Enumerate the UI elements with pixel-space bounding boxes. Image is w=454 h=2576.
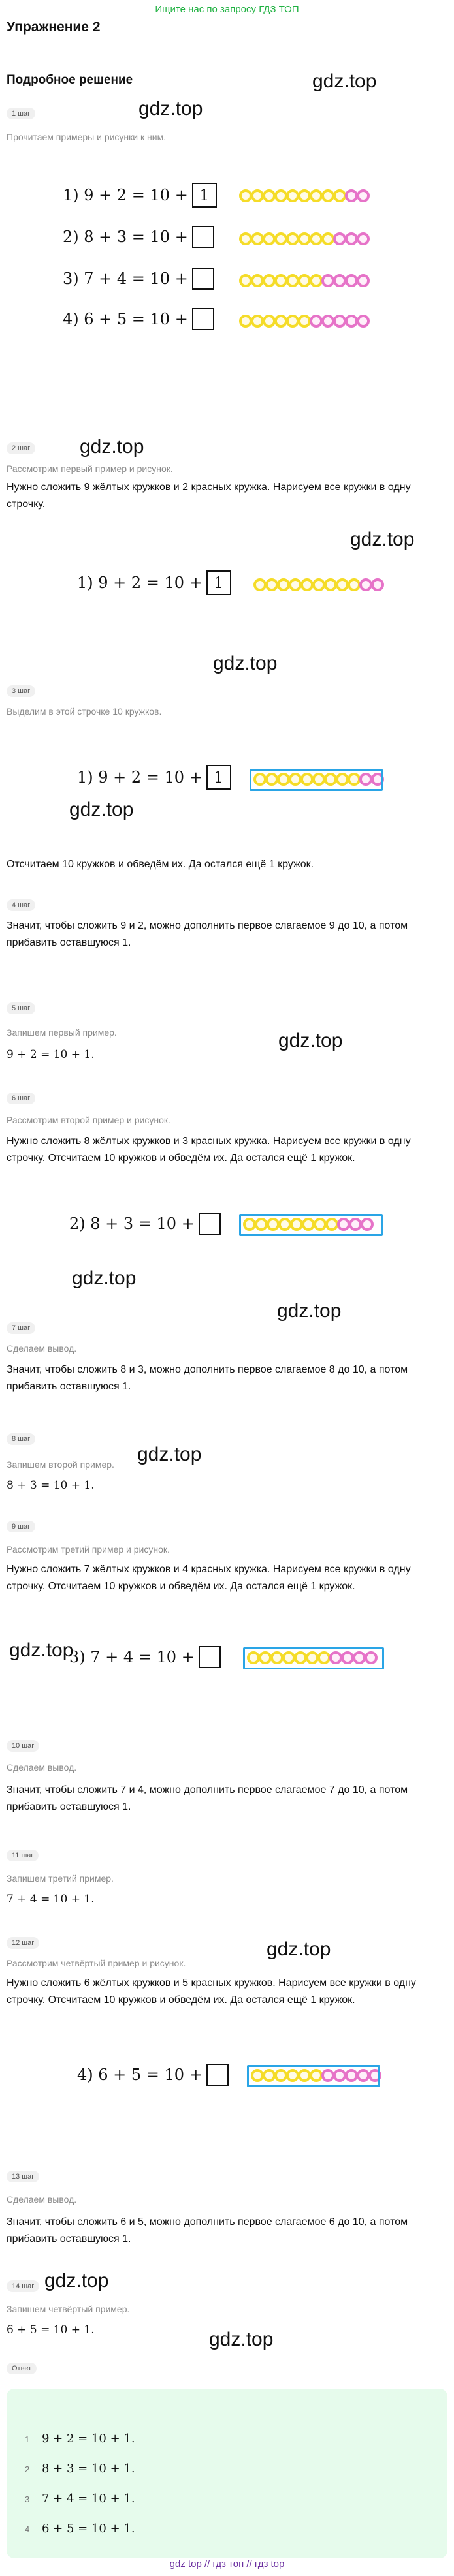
watermark: gdz.top bbox=[350, 529, 415, 550]
step-text: Нужно сложить 7 жёлтых кружков и 4 красных кружка. Нарисуем все кружки в одну строчку. Отсчитаем 10 кружков и обведём их. Да остался ещё 1 кружок. bbox=[7, 1564, 411, 1592]
watermark: gdz.top bbox=[278, 1030, 343, 1051]
yellow-bead bbox=[274, 274, 287, 287]
answer-panel bbox=[7, 2389, 447, 2558]
step-hint: Прочитаем примеры и рисунки к ним. bbox=[7, 132, 167, 142]
answer-number: 1 bbox=[25, 2434, 30, 2444]
pink-bead bbox=[345, 274, 358, 287]
pink-bead bbox=[333, 232, 346, 245]
footer-links[interactable]: gdz top // гдз топ // гдз top bbox=[169, 2558, 285, 2569]
yellow-bead bbox=[274, 189, 287, 202]
step-formula: 6 + 5 = 10 + 1. bbox=[7, 2323, 95, 2336]
answer-box: 1 bbox=[206, 765, 231, 790]
bead-row bbox=[253, 578, 383, 591]
answer-box: 1 bbox=[206, 570, 231, 595]
step-hint: Рассмотрим первый пример и рисунок. bbox=[7, 463, 173, 474]
watermark: gdz.top bbox=[312, 70, 377, 92]
ten-frame bbox=[239, 1214, 383, 1236]
pink-bead bbox=[321, 315, 334, 328]
yellow-bead bbox=[298, 315, 311, 328]
pink-bead bbox=[357, 274, 370, 287]
watermark: gdz.top bbox=[80, 436, 144, 458]
yellow-bead bbox=[289, 578, 302, 591]
ten-frame bbox=[247, 2065, 380, 2087]
watermark: gdz.top bbox=[138, 98, 203, 119]
watermark: gdz.top bbox=[277, 1300, 342, 1322]
answer-item bbox=[25, 2492, 135, 2506]
step-hint: Запишем первый пример. bbox=[7, 1027, 117, 1038]
answer-item bbox=[25, 2522, 135, 2536]
pink-bead bbox=[371, 578, 384, 591]
page-title: Упражнение 2 bbox=[7, 20, 101, 35]
answer-formula: 7 + 4 = 10 + 1. bbox=[42, 2492, 135, 2506]
yellow-bead bbox=[286, 274, 299, 287]
answer-formula: 9 + 2 = 10 + 1. bbox=[42, 2432, 135, 2445]
yellow-bead bbox=[312, 578, 325, 591]
example-label: 3) 7 + 4 = 10 + bbox=[63, 270, 188, 288]
step-hint: Запишем второй пример. bbox=[7, 1459, 114, 1470]
answer-box: 1 bbox=[192, 183, 217, 208]
answer-number: 4 bbox=[25, 2524, 30, 2534]
yellow-bead bbox=[277, 578, 290, 591]
step-badge: 1 шаг bbox=[7, 108, 35, 119]
watermark: gdz.top bbox=[209, 2329, 274, 2350]
step-text: Отсчитаем 10 кружков и обведём их. Да остался ещё 1 кружок. bbox=[7, 859, 314, 870]
yellow-bead bbox=[239, 189, 252, 202]
pink-bead bbox=[345, 232, 358, 245]
pink-bead bbox=[357, 232, 370, 245]
yellow-bead bbox=[239, 232, 252, 245]
answer-number: 3 bbox=[25, 2494, 30, 2504]
yellow-bead bbox=[263, 274, 276, 287]
yellow-bead bbox=[321, 189, 334, 202]
yellow-bead bbox=[333, 189, 346, 202]
step-badge: 13 шаг bbox=[7, 2171, 39, 2182]
step-badge: 11 шаг bbox=[7, 1850, 39, 1861]
watermark: gdz.top bbox=[137, 1444, 202, 1465]
step-badge: 8 шаг bbox=[7, 1433, 35, 1445]
pink-bead bbox=[333, 274, 346, 287]
step-hint: Выделим в этой строчке 10 кружков. bbox=[7, 706, 162, 717]
step-badge: 6 шаг bbox=[7, 1093, 35, 1104]
answer-box bbox=[206, 2064, 229, 2086]
yellow-bead bbox=[263, 315, 276, 328]
step-text: Нужно сложить 6 жёлтых кружков и 5 красных кружков. Нарисуем все кружки в одну строчку. Отсчитаем 10 кружков и обведём их. Да остался ещё 1 кружок. bbox=[7, 1978, 416, 2006]
answer-formula: 8 + 3 = 10 + 1. bbox=[42, 2462, 135, 2475]
example-1-equation bbox=[77, 570, 231, 595]
example-label: 2) 8 + 3 = 10 + bbox=[63, 228, 188, 246]
yellow-bead bbox=[336, 578, 349, 591]
yellow-bead bbox=[310, 189, 323, 202]
section-subtitle: Подробное решение bbox=[7, 73, 133, 87]
answer-box bbox=[192, 308, 214, 330]
step-text: Значит, чтобы сложить 8 и 3, можно дополнить первое слагаемое 8 до 10, а потом прибавить оставшуюся 1. bbox=[7, 1364, 408, 1392]
pink-bead bbox=[333, 315, 346, 328]
step-badge: 5 шаг bbox=[7, 1002, 35, 1014]
answer-item bbox=[25, 2432, 135, 2445]
bead-row bbox=[239, 315, 368, 328]
step-hint: Запишем четвёртый пример. bbox=[7, 2304, 130, 2314]
step-text: Значит, чтобы сложить 7 и 4, можно дополнить первое слагаемое 7 до 10, а потом прибавить оставшуюся 1. bbox=[7, 1784, 408, 1812]
watermark: gdz.top bbox=[9, 1639, 74, 1661]
example-label: 4) 6 + 5 = 10 + bbox=[77, 2066, 203, 2084]
yellow-bead bbox=[310, 232, 323, 245]
yellow-bead bbox=[286, 315, 299, 328]
step-badge: 9 шаг bbox=[7, 1521, 35, 1532]
example-4-equation bbox=[77, 2064, 229, 2086]
step-text: Нужно сложить 9 жёлтых кружков и 2 красных кружка. Нарисуем все кружки в одну строчку. bbox=[7, 482, 411, 510]
step-hint: Сделаем вывод. bbox=[7, 1343, 77, 1354]
yellow-bead bbox=[263, 189, 276, 202]
yellow-bead bbox=[286, 189, 299, 202]
pink-bead bbox=[345, 189, 358, 202]
example-label: 1) 9 + 2 = 10 + bbox=[77, 574, 203, 592]
yellow-bead bbox=[298, 232, 311, 245]
yellow-bead bbox=[348, 578, 361, 591]
yellow-bead bbox=[239, 274, 252, 287]
yellow-bead bbox=[253, 578, 267, 591]
answer-box bbox=[199, 1646, 221, 1668]
pink-bead bbox=[357, 315, 370, 328]
example-1-equation bbox=[77, 765, 231, 790]
example-3-equation bbox=[69, 1646, 221, 1668]
step-badge: 2 шаг bbox=[7, 442, 35, 454]
example-2-equation bbox=[69, 1213, 221, 1235]
yellow-bead bbox=[239, 315, 252, 328]
top-ad-link[interactable]: Ищите нас по запросу ГДЗ ТОП bbox=[155, 4, 299, 15]
watermark: gdz.top bbox=[72, 1267, 137, 1289]
step-hint: Рассмотрим третий пример и рисунок. bbox=[7, 1544, 170, 1555]
example-2-equation bbox=[63, 226, 214, 248]
pink-bead bbox=[310, 315, 323, 328]
example-label: 1) 9 + 2 = 10 + bbox=[77, 768, 203, 786]
pink-bead bbox=[359, 578, 372, 591]
watermark: gdz.top bbox=[69, 799, 134, 820]
yellow-bead bbox=[321, 232, 334, 245]
answer-badge: Ответ bbox=[7, 2363, 37, 2374]
pink-bead bbox=[321, 274, 334, 287]
step-hint: Запишем третий пример. bbox=[7, 1873, 114, 1884]
bead-row bbox=[239, 274, 368, 287]
step-formula: 8 + 3 = 10 + 1. bbox=[7, 1479, 95, 1492]
answer-box bbox=[199, 1213, 221, 1235]
step-badge: 10 шаг bbox=[7, 1740, 39, 1752]
yellow-bead bbox=[251, 189, 264, 202]
yellow-bead bbox=[298, 274, 311, 287]
example-3-equation bbox=[63, 268, 214, 290]
example-label: 1) 9 + 2 = 10 + bbox=[63, 186, 188, 204]
step-hint: Рассмотрим второй пример и рисунок. bbox=[7, 1115, 170, 1125]
example-1-equation bbox=[63, 183, 217, 208]
watermark: gdz.top bbox=[44, 2270, 109, 2291]
bead-row bbox=[239, 189, 368, 202]
step-formula: 9 + 2 = 10 + 1. bbox=[7, 1048, 95, 1061]
step-badge: 4 шаг bbox=[7, 899, 35, 911]
yellow-bead bbox=[251, 232, 264, 245]
yellow-bead bbox=[251, 274, 264, 287]
example-label: 3) 7 + 4 = 10 + bbox=[69, 1648, 195, 1666]
step-hint: Сделаем вывод. bbox=[7, 2194, 77, 2205]
yellow-bead bbox=[324, 578, 337, 591]
yellow-bead bbox=[274, 315, 287, 328]
answer-box bbox=[192, 268, 214, 290]
yellow-bead bbox=[300, 578, 314, 591]
step-text: Значит, чтобы сложить 6 и 5, можно дополнить первое слагаемое 6 до 10, а потом прибавить оставшуюся 1. bbox=[7, 2216, 408, 2244]
example-4-equation bbox=[63, 308, 214, 330]
step-hint: Сделаем вывод. bbox=[7, 1762, 77, 1773]
yellow-bead bbox=[263, 232, 276, 245]
yellow-bead bbox=[310, 274, 323, 287]
ten-frame bbox=[243, 1647, 384, 1669]
yellow-bead bbox=[251, 315, 264, 328]
pink-bead bbox=[345, 315, 358, 328]
watermark: gdz.top bbox=[213, 653, 278, 674]
answer-formula: 6 + 5 = 10 + 1. bbox=[42, 2522, 135, 2536]
answer-number: 2 bbox=[25, 2464, 30, 2474]
step-badge: 3 шаг bbox=[7, 685, 35, 697]
example-label: 2) 8 + 3 = 10 + bbox=[69, 1215, 195, 1233]
step-badge: 12 шаг bbox=[7, 1937, 39, 1949]
answer-item bbox=[25, 2462, 135, 2475]
yellow-bead bbox=[286, 232, 299, 245]
watermark: gdz.top bbox=[267, 1938, 331, 1960]
example-label: 4) 6 + 5 = 10 + bbox=[63, 310, 188, 328]
step-badge: 7 шаг bbox=[7, 1322, 35, 1334]
answer-box bbox=[192, 226, 214, 248]
pink-bead bbox=[357, 189, 370, 202]
step-text: Значит, чтобы сложить 9 и 2, можно дополнить первое слагаемое 9 до 10, а потом прибавить оставшуюся 1. bbox=[7, 920, 408, 948]
ten-frame bbox=[250, 769, 383, 791]
step-badge: 14 шаг bbox=[7, 2280, 39, 2292]
step-hint: Рассмотрим четвёртый пример и рисунок. bbox=[7, 1958, 186, 1968]
yellow-bead bbox=[265, 578, 278, 591]
yellow-bead bbox=[298, 189, 311, 202]
yellow-bead bbox=[274, 232, 287, 245]
step-formula: 7 + 4 = 10 + 1. bbox=[7, 1893, 95, 1906]
step-text: Нужно сложить 8 жёлтых кружков и 3 красных кружка. Нарисуем все кружки в одну строчку. Отсчитаем 10 кружков и обведём их. Да остался ещё 1 кружок. bbox=[7, 1136, 411, 1164]
bead-row bbox=[239, 232, 368, 245]
